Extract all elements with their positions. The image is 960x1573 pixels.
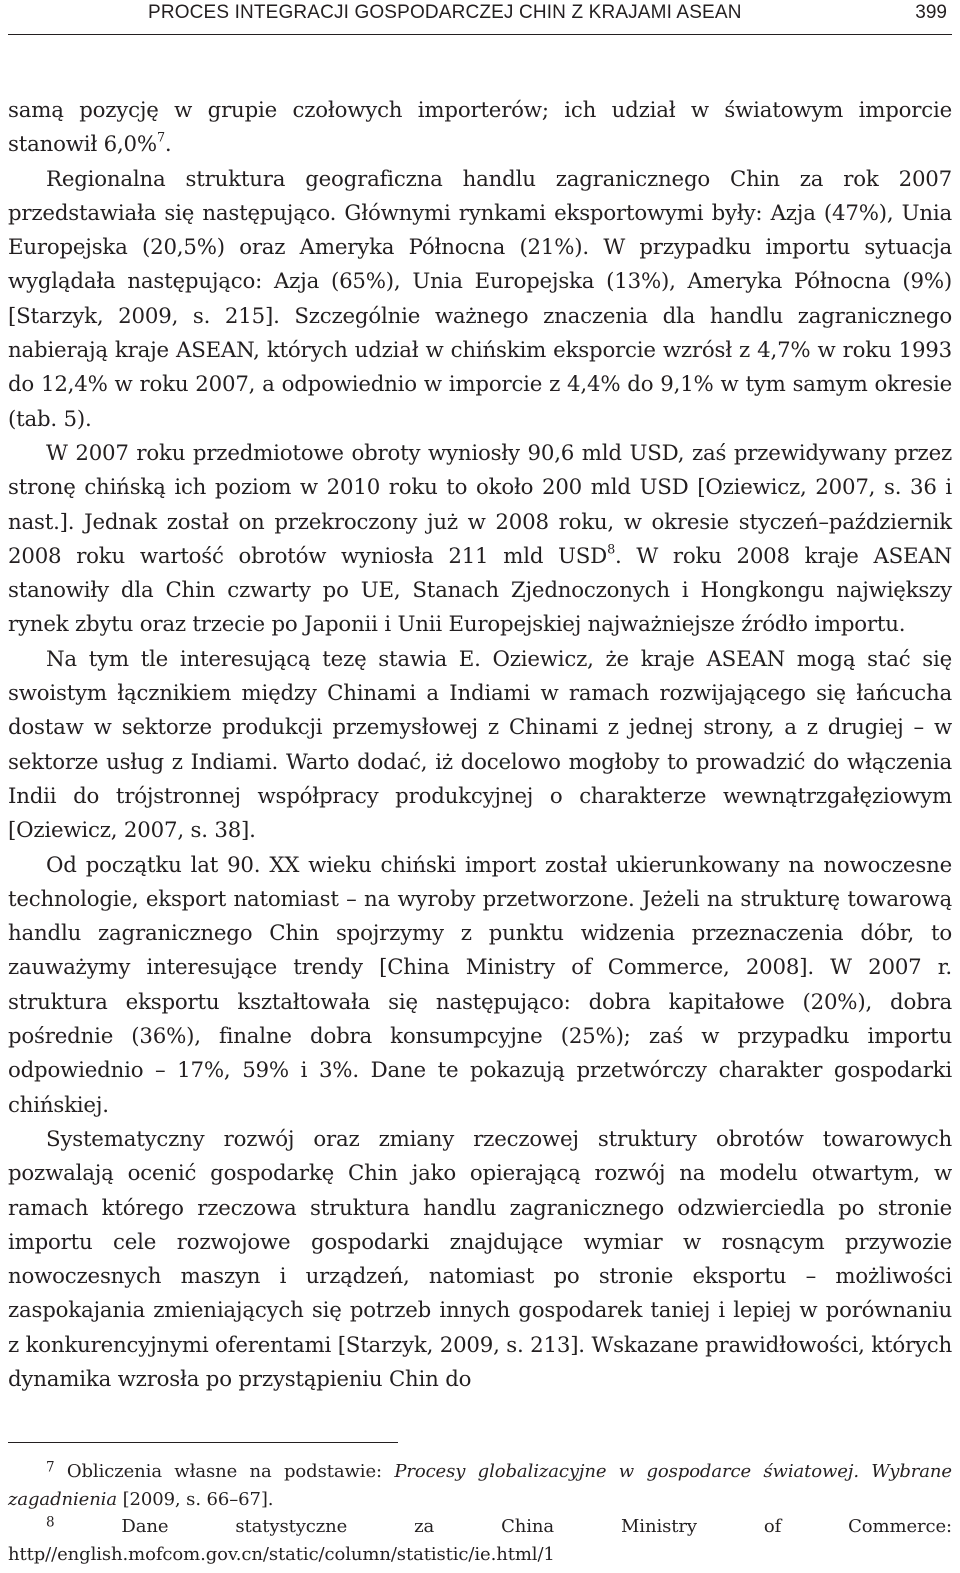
footnote-italic-title: Procesy globalizacyjne w gospodarce światowej. Wybrane zagadnienia [8, 1461, 952, 1510]
paragraph: Regionalna struktura geograficzna handlu zagranicznego Chin za rok 2007 przedstawiała się następująco. Głównymi rynkami eksportowymi były: Azja (47%), Unia Europejska (20,5%) oraz Ameryka Północna (21%). W przypadku importu sytuacja wyglądała następująco: Azja (65%), Unia Europejska (13%), Ameryka Północna (9%) [Starzyk, 2009, s. 215]. Szczególnie ważnego znaczenia dla handlu zagranicznego nabierają kraje ASEAN, których udział w chińskim eksporcie wzrósł z 4,7% w roku 1993 do 12,4% w roku 2007, a odpowiednio w imporcie z 4,4% do 9,1% w tym samym okresie (tab. 5). [8, 166, 952, 432]
footnote-text: [2009, s. 66–67]. [116, 1488, 274, 1510]
paragraph-continuation [8, 94, 952, 163]
paragraph-text: . W roku 2008 kraje ASEAN stanowiły dla Chin czwarty po UE, Stanach Zjednoczonych i Hongkongu największy rynek zbytu oraz trzecie po Japonii i Unii Europejskiej najważniejsze źródło importu. [8, 543, 952, 638]
footnote-divider [8, 1442, 398, 1443]
running-title: PROCES INTEGRACJI GOSPODARCZEJ CHIN Z KRAJAMI ASEAN [148, 2, 742, 23]
paragraph: Na tym tle interesującą tezę stawia E. Oziewicz, że kraje ASEAN mogą stać się swoistym łącznikiem między Chinami a Indiami w ramach rozwijającego się łańcucha dostaw w sektorze produkcji przemysłowej z Chinami z jednej strony, a z drugiej – w sektorze usług z Indiami. Warto dodać, iż docelowo mogłoby to prowadzić do włączenia Indii do trójstronnej współpracy produkcyjnej o charakterze wewnątrzgałęziowym [Oziewicz, 2007, s. 38]. [8, 646, 952, 844]
footnote-7 [8, 1458, 952, 1513]
running-header [8, 0, 952, 35]
body-text [8, 94, 952, 1397]
paragraph-text-end: . [164, 132, 172, 158]
footnote-number: 7 [46, 1459, 55, 1476]
paragraph: Systematyczny rozwój oraz zmiany rzeczowej struktury obrotów towarowych pozwalają ocenić gospodarkę Chin jako opierającą rozwój na modelu otwartym, w ramach którego rzeczowa struktura handlu zagranicznego odzwierciedla po stronie importu cele rozwojowe gospodarki znajdujące wymiar w rosnącym przywozie nowoczesnych maszyn i urządzeń, natomiast po stronie eksportu – możliwości zaspokajania zmieniających się potrzeb innych gospodarek taniej i lepiej w porównaniu z konkurencyjnymi oferentami [Starzyk, 2009, s. 213]. Wskazane prawidłowości, których dynamika wzrosła po przystąpieniu Chin do [8, 1126, 952, 1392]
footnotes [8, 1458, 952, 1568]
footnote-8 [8, 1513, 952, 1568]
footnote-ref-7[interactable]: 7 [156, 130, 165, 146]
footnote-number: 8 [46, 1514, 55, 1531]
paragraph-text: samą pozycję w grupie czołowych importerów; ich udział w światowym imporcie stanowił 6,0% [8, 98, 952, 158]
paragraph: Od początku lat 90. XX wieku chiński import został ukierunkowany na nowoczesne technologie, eksport natomiast – na wyroby przetworzone. Jeżeli na strukturę towarową handlu zagranicznego Chin spojrzymy z punktu widzenia przeznaczenia dóbr, to zauważymy interesujące trendy [China Ministry of Commerce, 2008]. W 2007 r. struktura eksportu kształtowała się następująco: dobra kapitałowe (20%), dobra pośrednie (36%), finalne dobra konsumpcyjne (25%); zaś w przypadku importu odpowiednio – 17%, 59% i 3%. Dane te pokazują przetwórczy charakter gospodarki chińskiej. [8, 852, 952, 1118]
paragraph [8, 437, 952, 643]
page-number: 399 [915, 2, 947, 23]
footnote-text: Obliczenia własne na podstawie: [54, 1461, 395, 1482]
footnote-ref-8[interactable]: 8 [607, 542, 615, 558]
footnote-text: Dane statystyczne za China Ministry of Commerce: http//english.mofcom.gov.cn/static/column/statistic/ie.html/1 [8, 1516, 952, 1565]
paragraph-text: W 2007 roku przedmiotowe obroty wyniosły 90,6 mld USD, zaś przewidywany przez stronę chińską ich poziom w 2010 roku to około 200 mld USD [Oziewicz, 2007, s. 36 i nast.]. Jednak został on przekroczony już w 2008 roku, w okresie styczeń–październik 2008 roku wartość obrotów wyniosła 211 mld USD [8, 440, 952, 569]
